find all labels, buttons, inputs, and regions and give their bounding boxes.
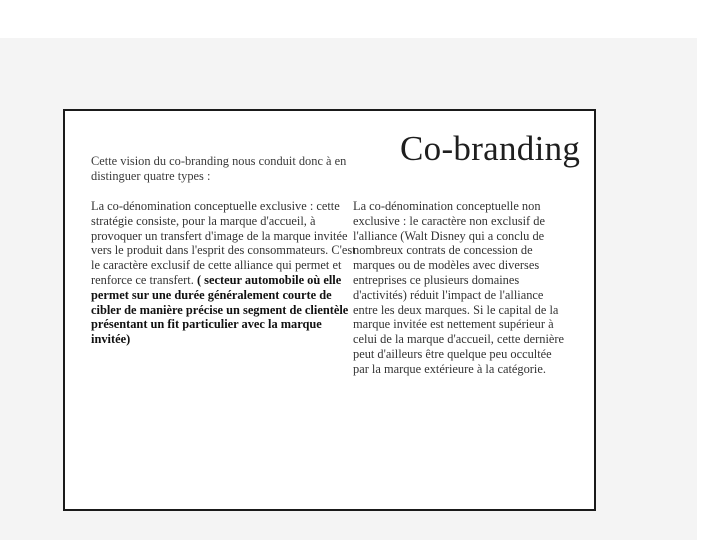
left-column-text: La co-dénomination conceptuelle exclusive : cette stratégie consiste, pour la marque d'accueil, à provoquer un transfert d'image de la marque invitée vers le produit dans l'esprit des consommateurs. C'est le caractère exclusif de cette alliance qui permet et renforce ce transfert.: [91, 199, 356, 287]
left-column-highlight: ( secteur automobile où elle permet sur une durée généralement courte de cibler de manière précise un segment de clientèle présentant un fit particulier avec la marque invitée): [91, 272, 349, 347]
right-column: [353, 199, 568, 377]
intro-text: Cette vision du co-branding nous conduit donc à en distinguer quatre types :: [91, 154, 347, 183]
slide: [63, 109, 596, 511]
right-column-text: La co-dénomination conceptuelle non exclusive : le caractère non exclusif de l'alliance (Walt Disney qui a conclu de nombreux contrats de concession de marques ou de modèles avec diverses entreprises ce plusieurs domaines d'activités) réduit l'impact de l'alliance entre les deux marques. Si le capital de la marque invitée est nettement supérieur à celui de la marque d'accueil, cette dernière peut d'ailleurs être quelque peu occultée par la marque extérieure à la catégorie.: [353, 199, 565, 376]
slide-title: Co-branding: [400, 129, 581, 168]
left-column: [91, 199, 363, 347]
